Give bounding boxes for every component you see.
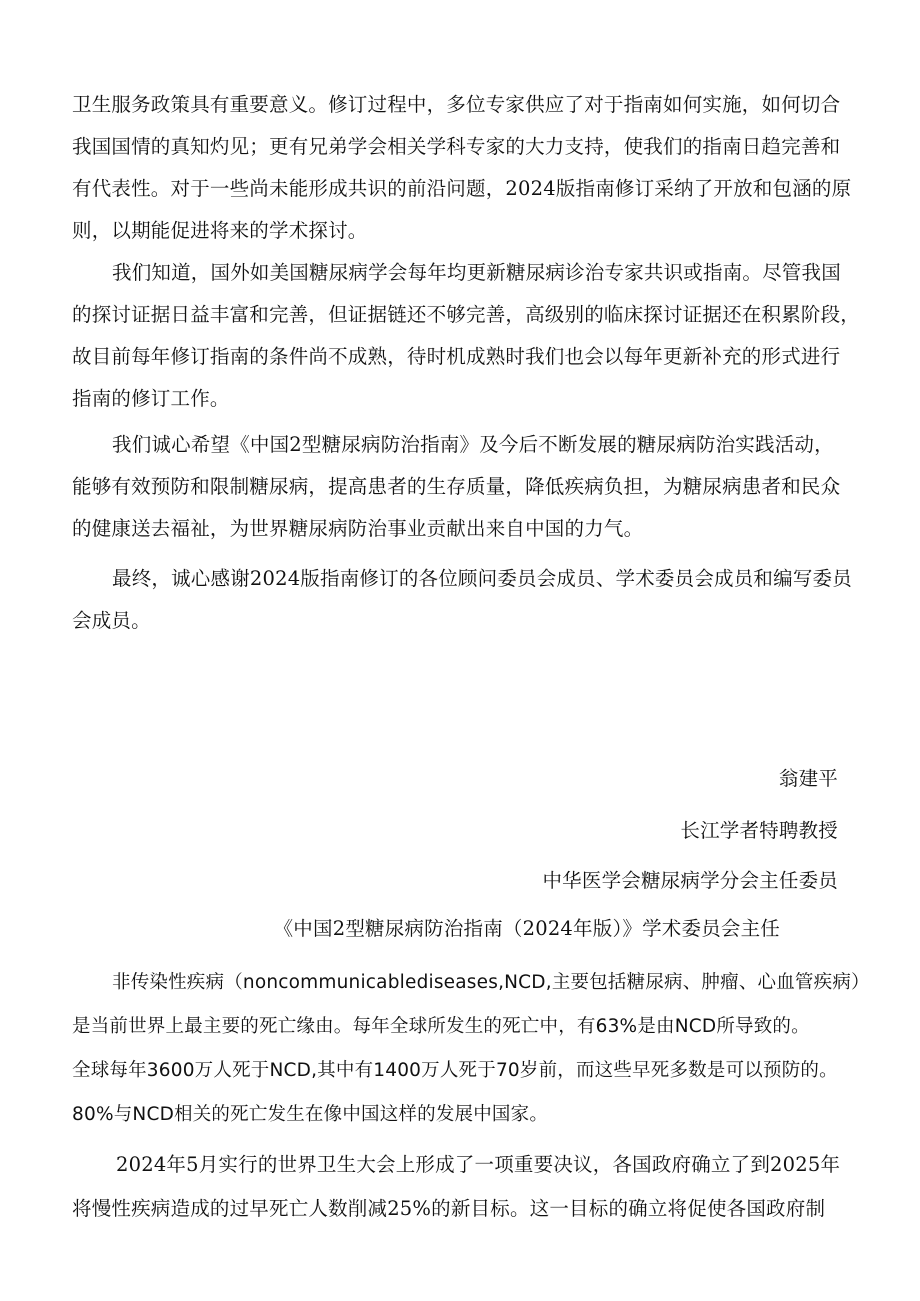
paragraph-line: 我们知道，国外如美国糖尿病学会每年均更新糖尿病诊治专家共识或指南。尽管我国: [112, 261, 841, 284]
paragraph-line: 是当前世界上最主要的死亡缘由。每年全球所发生的死亡中，有63%是由NCD所导致的。: [72, 1016, 810, 1037]
paragraph-line: 有代表性。对于一些尚未能形成共识的前沿问题，2024版指南修订采纳了开放和包涵的原: [72, 177, 852, 200]
paragraph-line: 则，以期能促进将来的学术探讨。: [72, 219, 368, 242]
paragraph-line: 我国国情的真知灼见；更有兄弟学会相关学科专家的大力支持，使我们的指南日趋完善和: [72, 135, 841, 158]
signature-title: 中华医学会糖尿病学分会主任委员: [542, 869, 838, 892]
signature-name: 翁建平: [778, 767, 838, 790]
paragraph-line: 的健康送去福祉，为世界糖尿病防治事业贡献出来自中国的力气。: [72, 517, 644, 540]
paragraph-line: 我们诚心希望《中国2型糖尿病防治指南》及今后不断发展的糖尿病防治实践活动，: [112, 433, 834, 456]
paragraph-line: 全球每年3600万人死于NCD,其中有1400万人死于70岁前，而这些早死多数是可以预防的。: [72, 1060, 838, 1081]
paragraph-line: 故目前每年修订指南的条件尚不成熟，待时机成熟时我们也会以每年更新补充的形式进行: [72, 345, 841, 368]
paragraph-line: 非传染性疾病（noncommunicablediseases,NCD,主要包括糖尿病、肿瘤、心血管疾病）: [112, 972, 870, 993]
paragraph-line: 的探讨证据日益丰富和完善，但证据链还不够完善，高级别的临床探讨证据还在积累阶段，: [72, 303, 861, 326]
paragraph-line: 将慢性疾病造成的过早死亡人数削减25%的新目标。这一目标的确立将促使各国政府制: [72, 1197, 826, 1220]
paragraph-line: 能够有效预防和限制糖尿病，提高患者的生存质量，降低疾病负担，为糖尿病患者和民众: [72, 475, 841, 498]
paragraph-line: 指南的修订工作。: [72, 387, 230, 410]
paragraph-line: 最终，诚心感谢2024版指南修订的各位顾问委员会成员、学术委员会成员和编写委员: [112, 567, 852, 590]
paragraph-line: 会成员。: [72, 609, 151, 632]
signature-title: 长江学者特聘教授: [680, 819, 838, 842]
paragraph-line: 80%与NCD相关的死亡发生在像中国这样的发展中国家。: [72, 1104, 549, 1125]
paragraph-line: 2024年5月实行的世界卫生大会上形成了一项重要决议，各国政府确立了到2025年: [116, 1153, 841, 1176]
paragraph-line: 卫生服务政策具有重要意义。修订过程中，多位专家供应了对于指南如何实施，如何切合: [72, 93, 841, 116]
signature-title: 《中国2型糖尿病防治指南（2024年版）》学术委员会主任: [273, 917, 780, 940]
